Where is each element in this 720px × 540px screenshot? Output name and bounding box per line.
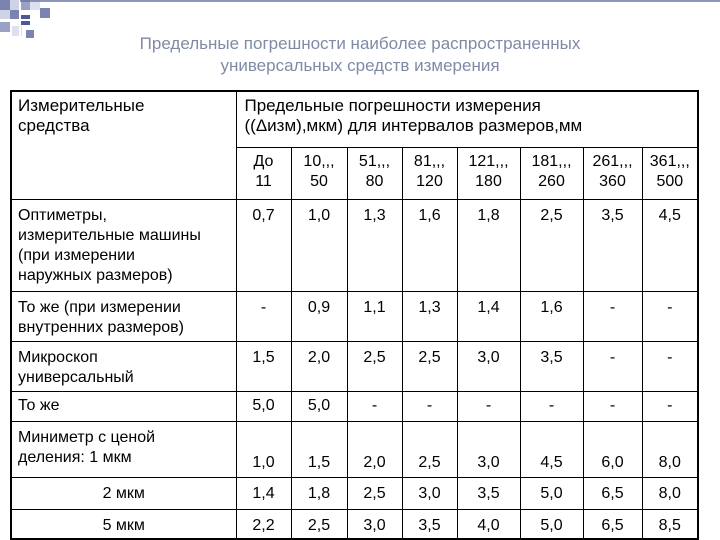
deco-square: [10, 0, 20, 10]
interval-cell: 121,,, 180: [457, 147, 520, 199]
header-errors-line: Предельные погрешности измерения: [244, 96, 541, 115]
value-cell: 3,0: [402, 477, 457, 509]
header-instruments: [11, 91, 236, 199]
value-cell: 8,0: [642, 477, 698, 509]
deco-square: [0, 22, 10, 32]
value-cell: -: [642, 341, 698, 391]
value-cell: 3,0: [457, 421, 520, 477]
value-cell: 2,0: [347, 421, 402, 477]
row-name: Микроскоп универсальный: [11, 341, 236, 391]
deco-square: [40, 8, 50, 18]
value-cell: 1,3: [402, 291, 457, 341]
interval-cell: До 11: [236, 147, 291, 199]
table-row: [11, 341, 698, 391]
value-cell: 3,5: [402, 509, 457, 539]
value-cell: 2,2: [236, 509, 291, 539]
value-cell: 3,5: [520, 341, 583, 391]
table-row: [11, 421, 698, 477]
value-cell: -: [583, 341, 642, 391]
interval-cell: 181,,, 260: [520, 147, 583, 199]
value-cell: 4,0: [457, 509, 520, 539]
header-errors-line: ((Δизм),мкм) для интервалов размеров,мм: [244, 116, 583, 135]
row-name: Миниметр с ценой деления: 1 мкм: [11, 421, 236, 477]
value-cell: -: [642, 291, 698, 341]
value-cell: -: [347, 391, 402, 421]
interval-cell: 10,,, 50: [291, 147, 347, 199]
table-row: [11, 391, 698, 421]
value-cell: 2,5: [402, 421, 457, 477]
interval-cell: 51,,, 80: [347, 147, 402, 199]
value-cell: 2,5: [347, 477, 402, 509]
error-table: [10, 90, 699, 540]
value-cell: 2,5: [520, 199, 583, 291]
value-cell: 1,4: [457, 291, 520, 341]
deco-square: [0, 10, 10, 20]
header-row: [11, 91, 698, 147]
value-cell: 2,0: [291, 341, 347, 391]
value-cell: 1,1: [347, 291, 402, 341]
title-line-2: универсальных средств измерения: [220, 56, 500, 75]
value-cell: 6,0: [583, 421, 642, 477]
page-title: [0, 33, 720, 77]
header-instruments-line: средства: [18, 116, 90, 135]
value-cell: 8,5: [642, 509, 698, 539]
value-cell: 1,3: [347, 199, 402, 291]
table-row: [11, 477, 698, 509]
header-instruments-line: Измерительные: [18, 96, 145, 115]
value-cell: -: [583, 291, 642, 341]
value-cell: 1,0: [291, 199, 347, 291]
value-cell: 3,5: [457, 477, 520, 509]
interval-cell: 361,,, 500: [642, 147, 698, 199]
interval-cell: 81,,, 120: [402, 147, 457, 199]
value-cell: 5,0: [291, 391, 347, 421]
table-row: [11, 199, 698, 291]
value-cell: 2,5: [402, 341, 457, 391]
value-cell: 1,5: [236, 341, 291, 391]
table-row: [11, 509, 698, 539]
value-cell: -: [236, 291, 291, 341]
interval-cell: 261,,, 360: [583, 147, 642, 199]
value-cell: 1,8: [457, 199, 520, 291]
value-cell: 3,0: [457, 341, 520, 391]
table-row: [11, 291, 698, 341]
value-cell: 1,4: [236, 477, 291, 509]
value-cell: -: [457, 391, 520, 421]
deco-square: [0, 0, 10, 10]
value-cell: 3,5: [583, 199, 642, 291]
value-cell: -: [402, 391, 457, 421]
value-cell: 2,5: [291, 509, 347, 539]
header-errors: [236, 91, 698, 147]
row-name: То же: [11, 391, 236, 421]
value-cell: -: [642, 391, 698, 421]
value-cell: 1,6: [520, 291, 583, 341]
value-cell: 2,5: [347, 341, 402, 391]
value-cell: 0,9: [291, 291, 347, 341]
row-name: Оптиметры, измерительные машины (при измерении наружных размеров): [11, 199, 236, 291]
value-cell: 5,0: [520, 509, 583, 539]
row-name: 5 мкм: [11, 509, 236, 539]
value-cell: 0,7: [236, 199, 291, 291]
value-cell: -: [583, 391, 642, 421]
value-cell: 5,0: [236, 391, 291, 421]
value-cell: 6,5: [583, 477, 642, 509]
value-cell: 4,5: [642, 199, 698, 291]
value-cell: 1,5: [291, 421, 347, 477]
value-cell: 4,5: [520, 421, 583, 477]
value-cell: 8,0: [642, 421, 698, 477]
value-cell: 3,0: [347, 509, 402, 539]
row-name: 2 мкм: [11, 477, 236, 509]
title-line-1: Предельные погрешности наиболее распространенных: [139, 34, 581, 53]
row-name: То же (при измерении внутренних размеров): [11, 291, 236, 341]
value-cell: -: [520, 391, 583, 421]
deco-square: [10, 10, 20, 20]
value-cell: 6,5: [583, 509, 642, 539]
value-cell: 5,0: [520, 477, 583, 509]
value-cell: 1,0: [236, 421, 291, 477]
value-cell: 1,6: [402, 199, 457, 291]
value-cell: 1,8: [291, 477, 347, 509]
